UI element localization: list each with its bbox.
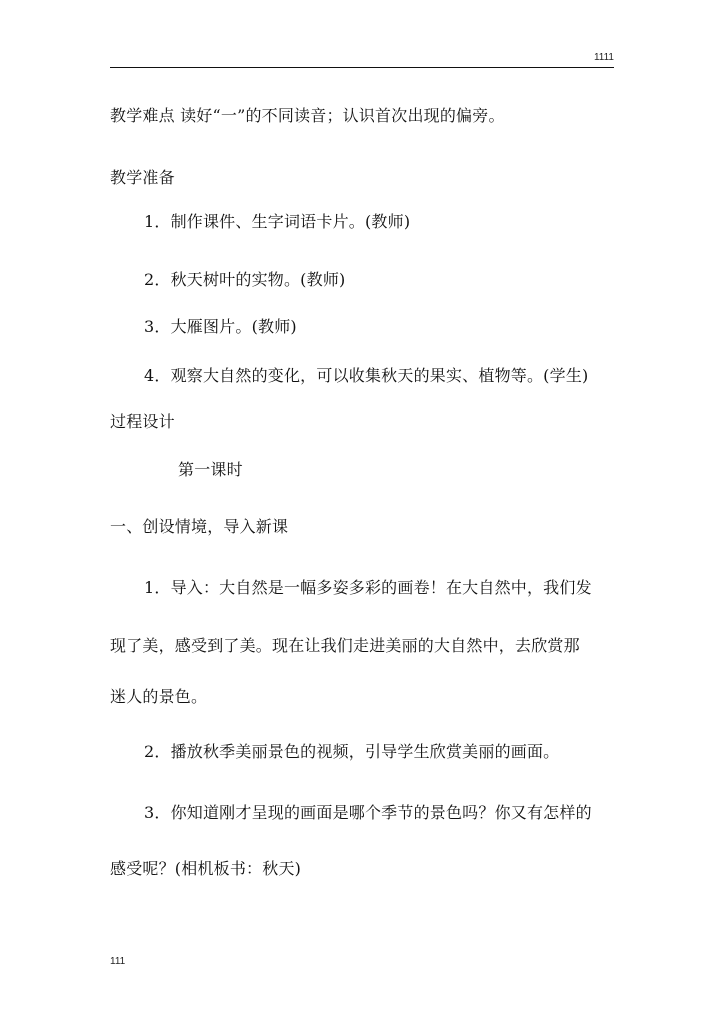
process-heading: 过程设计 — [110, 412, 175, 431]
lesson-title: 第一课时 — [178, 460, 243, 479]
prep-item-3: 3．大雁图片。(教师) — [144, 317, 297, 336]
teaching-difficulty: 教学难点 读好“一”的不同读音；认识首次出现的偏旁。 — [110, 106, 505, 125]
paragraph-1-line-2: 现了美，感受到了美。现在让我们走进美丽的大自然中，去欣赏那 — [110, 636, 580, 655]
footer-page-number: 111 — [110, 956, 126, 967]
prep-item-1: 1．制作课件、生字词语卡片。(教师) — [144, 212, 411, 231]
paragraph-1-line-1: 1．导入：大自然是一幅多姿多彩的画卷！在大自然中，我们发 — [144, 578, 592, 597]
prep-item-2: 2．秋天树叶的实物。(教师) — [144, 270, 346, 289]
section-one-heading: 一、创设情境，导入新课 — [110, 517, 289, 536]
paragraph-2: 2．播放秋季美丽景色的视频，引导学生欣赏美丽的画面。 — [144, 742, 560, 761]
prep-item-4: 4．观察大自然的变化，可以收集秋天的果实、植物等。(学生) — [144, 366, 589, 385]
header-rule — [110, 67, 614, 68]
preparation-heading: 教学准备 — [110, 168, 175, 187]
paragraph-3-line-2: 感受呢？(相机板书：秋天) — [110, 859, 302, 878]
paragraph-3-line-1: 3．你知道刚才呈现的画面是哪个季节的景色吗？你又有怎样的 — [144, 803, 592, 822]
paragraph-1-line-3: 迷人的景色。 — [110, 687, 208, 706]
header-page-number: 1111 — [593, 52, 614, 63]
